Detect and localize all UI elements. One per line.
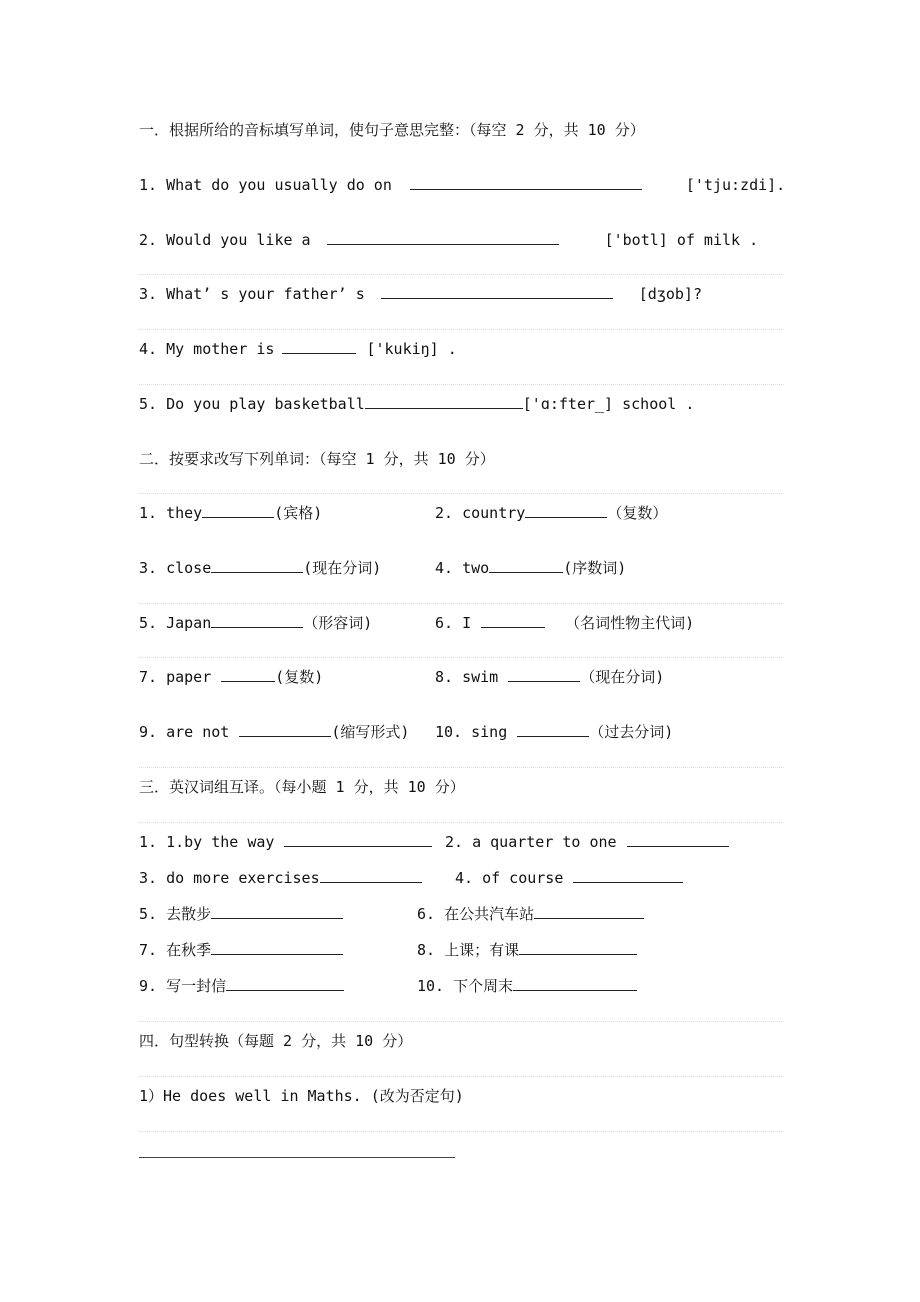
answer-blank[interactable] [627,832,729,847]
question-1-4 [139,339,457,359]
answer-blank[interactable] [226,976,344,991]
question-3-6 [417,904,644,924]
answer-blank[interactable] [508,667,580,682]
question-2-3 [139,558,381,578]
question-2-4 [435,558,626,578]
section-1-title: 一．根据所给的音标填写单词，使句子意思完整：（每空 2 分，共 10 分） [139,121,645,139]
question-3-7 [139,940,343,960]
question-text: 4. of course [455,869,564,887]
question-text: 10. 下个周末 [417,977,514,995]
question-text: 9. 写一封信 [139,977,227,995]
question-3-4 [455,868,683,888]
question-2-6 [435,613,694,633]
question-2-5 [139,613,372,633]
answer-blank[interactable] [525,503,607,518]
question-text: 2. a quarter to one [445,833,617,851]
answer-blank[interactable] [327,230,559,245]
hint: (缩写形式) [331,723,410,741]
phonetic: ['botl] of milk . [604,231,759,249]
question-3-1 [139,832,432,852]
answer-blank[interactable] [534,904,644,919]
answer-line[interactable] [139,1157,455,1158]
answer-blank[interactable] [573,868,683,883]
question-3-2 [445,832,729,852]
phonetic: ['tju:zdi]. [685,176,786,194]
hint: （过去分词) [589,723,674,741]
question-text: 4. two [435,559,490,577]
answer-blank[interactable] [410,175,642,190]
answer-blank[interactable] [211,613,303,628]
question-text: 6. I [435,614,472,632]
question-2-10 [435,722,673,742]
question-4-1: 1）He does well in Maths. (改为否定句) [139,1087,464,1105]
question-text: 5. Japan [139,614,212,632]
question-text: 6. 在公共汽车站 [417,905,535,923]
question-text: 4. My mother is [139,340,275,358]
question-2-2 [435,503,667,523]
hint: (宾格) [274,504,323,522]
answer-blank[interactable] [320,868,422,883]
hint: （现在分词) [580,668,665,686]
hint: （形容词) [303,614,373,632]
question-text: 9. are not [139,723,230,741]
answer-blank[interactable] [513,976,637,991]
question-3-8 [417,940,637,960]
question-1-2 [139,230,758,250]
hint: （名词性物主代词) [565,614,695,632]
phonetic: ['kukiŋ] . [366,340,457,358]
question-1-1 [139,175,785,195]
question-text: 7. 在秋季 [139,941,212,959]
question-2-7 [139,667,323,687]
question-2-9 [139,722,409,742]
phonetic: [dʒob]? [638,285,702,303]
question-2-1 [139,503,322,523]
answer-blank[interactable] [239,722,331,737]
question-3-9 [139,976,344,996]
answer-blank[interactable] [365,394,523,409]
section-4-title: 四．句型转换（每题 2 分，共 10 分） [139,1032,413,1050]
answer-blank[interactable] [481,613,545,628]
question-text: 8. swim [435,668,499,686]
question-3-5 [139,904,343,924]
question-text: 2. Would you like a [139,231,311,249]
phonetic: ['ɑ:fter_] school . [522,395,695,413]
answer-blank[interactable] [517,722,589,737]
question-2-8 [435,667,664,687]
answer-blank[interactable] [211,558,303,573]
question-text: 5. 去散步 [139,905,212,923]
question-text: 1. 1.by the way [139,833,275,851]
question-3-10 [417,976,637,996]
question-3-3 [139,868,422,888]
question-text: 7. paper [139,668,212,686]
answer-blank[interactable] [489,558,563,573]
answer-blank[interactable] [519,940,637,955]
question-1-3 [139,284,702,304]
answer-blank[interactable] [221,667,275,682]
answer-blank[interactable] [284,832,432,847]
answer-blank[interactable] [202,503,274,518]
question-text: 1. they [139,504,203,522]
answer-blank[interactable] [211,940,343,955]
question-text: 5. Do you play basketball [139,395,365,413]
section-3-title: 三．英汉词组互译。（每小题 1 分，共 10 分） [139,778,465,796]
section-2-title: 二．按要求改写下列单词：（每空 1 分，共 10 分） [139,450,495,468]
answer-blank[interactable] [211,904,343,919]
question-text: 2. country [435,504,526,522]
question-text: 1. What do you usually do on [139,176,392,194]
hint: (复数) [275,668,324,686]
hint: (现在分词) [303,559,382,577]
hint: （复数） [607,504,668,522]
hint: (序数词) [563,559,627,577]
question-text: 3. close [139,559,212,577]
question-text: 3. What’ s your father’ s [139,285,365,303]
question-text: 3. do more exercises [139,869,320,887]
question-1-5 [139,394,694,414]
question-text: 8. 上课；有课 [417,941,520,959]
answer-blank[interactable] [381,284,613,299]
answer-blank[interactable] [282,339,356,354]
question-text: 10. sing [435,723,508,741]
